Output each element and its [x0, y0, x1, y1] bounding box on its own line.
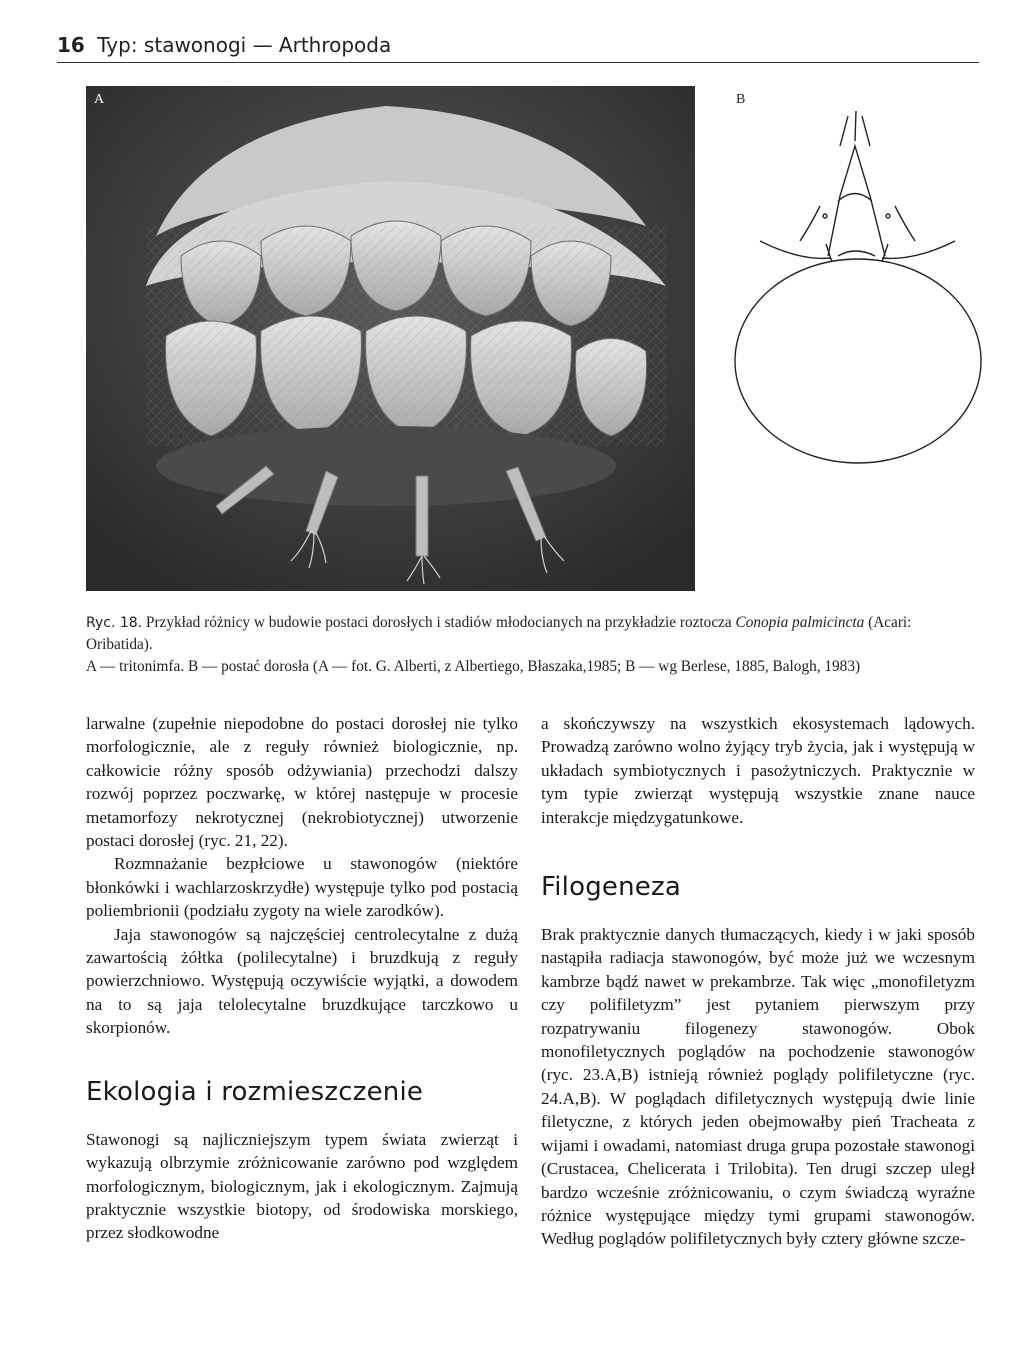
caption-text-1: Przykład różnicy w budowie postaci dorosłych i stadiów młodocianych na przykładzie roztocza [142, 614, 736, 631]
figure-b-drawing [720, 86, 990, 586]
running-title: Typ: stawonogi — Arthropoda [97, 33, 392, 57]
page-number: 16 [57, 33, 85, 57]
paragraph: larwalne (zupełnie niepodobne do postaci dorosłej nie tylko morfologicznie, ale z reguły również biologicznie, np. całkowicie różny sposób odżywiania) przechodzi dalszy rozwój poprzez poczwarkę, w której następuje w procesie metamorfozy nekrotycznej (nekrobiotycznej) utworzenie postaci dorosłej (ryc. 21, 22). [86, 714, 518, 851]
section-heading-filogeneza: Filogeneza [541, 872, 681, 903]
caption-figure-number: Ryc. 18. [86, 615, 143, 631]
caption-species-name: Conopia palmicincta [735, 614, 865, 631]
figure-a-photo [86, 86, 695, 591]
paragraph: Jaja stawonogów są najczęściej centrolecytalne z dużą zawartością żółtka (polilecytalne) i bruzdkują z reguły powierzchniowo. Występują oczywiście wyjątki, a dowodem na to są jaja telolecytalne bruzdkujące tarczkowo u skorpionów. [86, 924, 518, 1038]
caption-text-2: (Acari: Oribatida). [86, 614, 912, 653]
figure-label-a: A [94, 92, 105, 107]
text-column-left [86, 712, 518, 1245]
adult-mite-drawing [720, 86, 990, 586]
section-heading-ekologia: Ekologia i rozmieszczenie [86, 1076, 424, 1107]
mite-nymph-illustration [86, 86, 695, 591]
paragraph: Rozmnażanie bezpłciowe u stawonogów (niektóre błonkówki i wachlarzoskrzydłe) występuje tylko pod postacią poliembrionii (podziału zygoty na wiele zarodków). [86, 854, 518, 921]
running-header [57, 30, 979, 63]
figure-label-b: B [736, 92, 746, 107]
paragraph: Stawonogi są najliczniejszym typem świata zwierząt i wykazują olbrzymie zróżnicowanie zarówno pod względem morfologicznym, biologicznym, jak i ekologicznym. Zajmują praktycznie wszystkie biotopy, od środowiska morskiego, przez słodkowodne [86, 1129, 518, 1243]
paragraph: a skończywszy na wszystkich ekosystemach lądowych. Prowadzą zarówno wolno żyjący tryb życia, jak i występują w układach symbiotycznych i pasożytniczych. Praktycznie w tym typie zwierząt występują wszystkie znane nauce interakcje międzygatunkowe. [541, 714, 975, 827]
caption-line-2: A — tritonimfa. B — postać dorosła (A — fot. G. Alberti, z Albertiego, Błaszaka,1985; B — wg Berlese, 1885, Balogh, 1983) [86, 658, 861, 675]
figure-caption [86, 612, 981, 678]
paragraph: Brak praktycznie danych tłumaczących, kiedy i w jaki sposób nastąpiła radiacja stawonogów, być może już we wczesnym kambrze bądź nawet w prekambrze. Tak więc „monofiletyzm czy polifiletyzm” jest pytaniem pierwszym przy rozpatrywaniu filogenezy stawonogów. Obok monofiletycznych poglądów na pochodzenie stawonogów (ryc. 23.A,B) istnieją również poglądy polifiletyczne (ryc. 24.A,B). W poglądach difiletycznych występują dwie linie filetyczne, z których jeden obejmowałby pień Tracheata z wijami i owadami, natomiast druga grupa pozostałe stawonogi (Crustacea, Chelicerata i Trilobita). Ten drugi szczep uległ bardzo wcześnie zróżnicowaniu, o czym świadczą wyraźne różnice występujące między tymi grupami stawonogów. Według poglądów polifiletycznych były cztery główne szcze- [541, 925, 975, 1249]
text-column-right [541, 712, 975, 1251]
